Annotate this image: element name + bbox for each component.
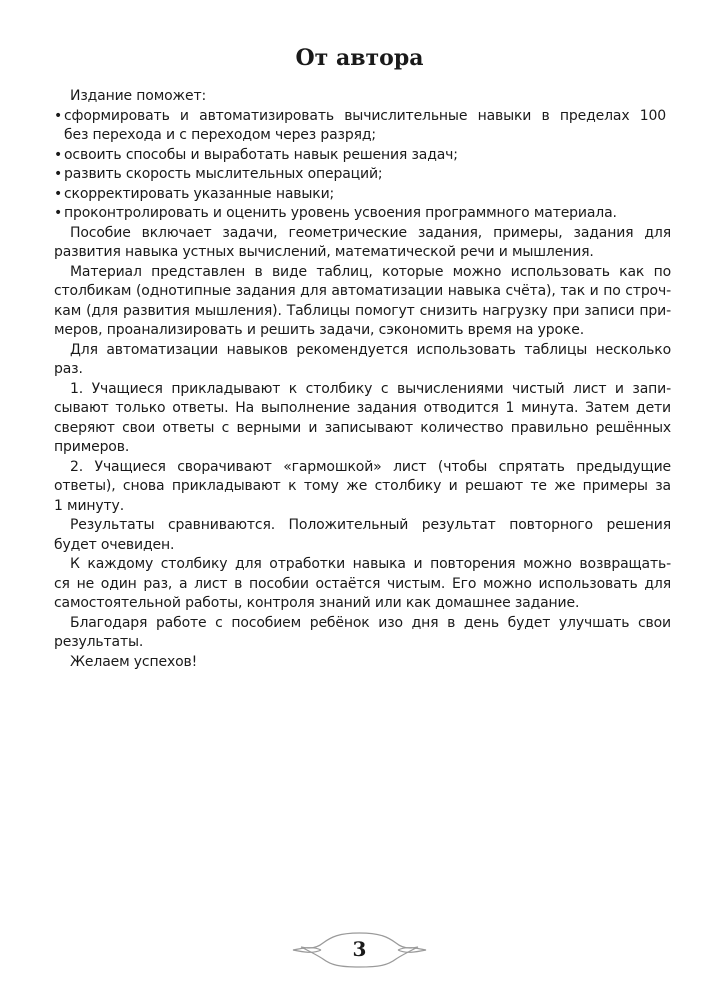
paragraph-7-line-3: самостоятельной работы, контроля знаний или как домашнее задание. <box>54 595 580 611</box>
bullet-item-3 <box>54 165 671 185</box>
bullet-marker: • <box>54 205 63 221</box>
paragraph-3-line-1: Для автоматизации навыков рекомендуется использовать таблицы несколько <box>70 341 671 358</box>
page-title: От автора <box>295 45 424 71</box>
bullet-1-line-1: сформировать и автоматизировать вычислительные навыки в пределах 100 <box>64 107 666 124</box>
intro-line: Издание поможет: <box>70 88 207 104</box>
paragraph-2-line-4: меров, проанализировать и решить задачи, сэкономить время на уроке. <box>54 322 585 338</box>
body-text <box>54 87 671 672</box>
paragraph-8-line-2: результаты. <box>54 634 144 650</box>
closing-line: Желаем успехов! <box>70 653 198 670</box>
paragraph-1-line-2: развития навыка устных вычислений, математической речи и мышления. <box>54 244 594 260</box>
paragraph-8-line-1: Благодаря работе с пособием ребёнок изо дня в день будет улучшать свои <box>70 614 671 631</box>
paragraph-7-line-1: К каждому столбику для отработки навыка и повторения можно возвращать- <box>70 556 671 572</box>
paragraph-5-line-3: 1 минуту. <box>54 497 124 514</box>
bullet-5-text: проконтролировать и оценить уровень усвоения программного материала. <box>64 205 617 221</box>
paragraph-3-line-2: раз. <box>54 361 83 377</box>
paragraph-2-line-1: Материал представлен в виде таблиц, которые можно использовать как по <box>70 263 671 280</box>
paragraph-7-line-2: ся не один раз, а лист в пособии остаётся чистым. Его можно использовать для <box>54 575 671 592</box>
paragraph-2-line-3: кам (для развития мышления). Таблицы помогут снизить нагрузку при записи при- <box>54 302 671 319</box>
paragraph-6-line-2: будет очевиден. <box>54 536 175 553</box>
paragraph-5-line-2: ответы), снова прикладывают к тому же столбику и решают те же примеры за <box>54 478 671 494</box>
bullet-1-line-2: без перехода и с переходом через разряд; <box>64 127 376 143</box>
bullet-marker: • <box>54 166 63 182</box>
bullet-item-2 <box>54 146 671 166</box>
paragraph-4-line-1: 1. Учащиеся прикладывают к столбику с вычислениями чистый лист и запи- <box>70 380 671 397</box>
bullet-2-text: освоить способы и выработать навык решения задач; <box>64 146 458 163</box>
paragraph-4-line-4: примеров. <box>54 439 130 455</box>
paragraph-6-line-1: Результаты сравниваются. Положительный результат повторного решения <box>70 517 671 533</box>
bullet-4-text: скорректировать указанные навыки; <box>64 185 335 202</box>
bullet-3-text: развить скорость мыслительных операций; <box>64 166 383 182</box>
page-number: 3 <box>352 937 367 961</box>
bullet-item-1 <box>54 107 671 127</box>
bullet-item-5 <box>54 204 671 224</box>
bullet-marker: • <box>54 146 63 163</box>
paragraph-2-line-2: столбикам (однотипные задания для автоматизации навыка счёта), так и по строч- <box>54 283 671 299</box>
bullet-item-4 <box>54 185 671 205</box>
bullet-marker: • <box>54 185 63 202</box>
paragraph-5-line-1: 2. Учащиеся сворачивают «гармошкой» лист (чтобы спрятать предыдущие <box>70 458 671 475</box>
paragraph-4-line-2: сывают только ответы. На выполнение задания отводится 1 минута. Затем дети <box>54 400 671 416</box>
paragraph-1-line-1: Пособие включает задачи, геометрические задания, примеры, задания для <box>70 224 671 241</box>
paragraph-4-line-3: сверяют свои ответы с верными и записывают количество правильно решённых <box>54 419 671 436</box>
bullet-marker: • <box>54 107 63 124</box>
